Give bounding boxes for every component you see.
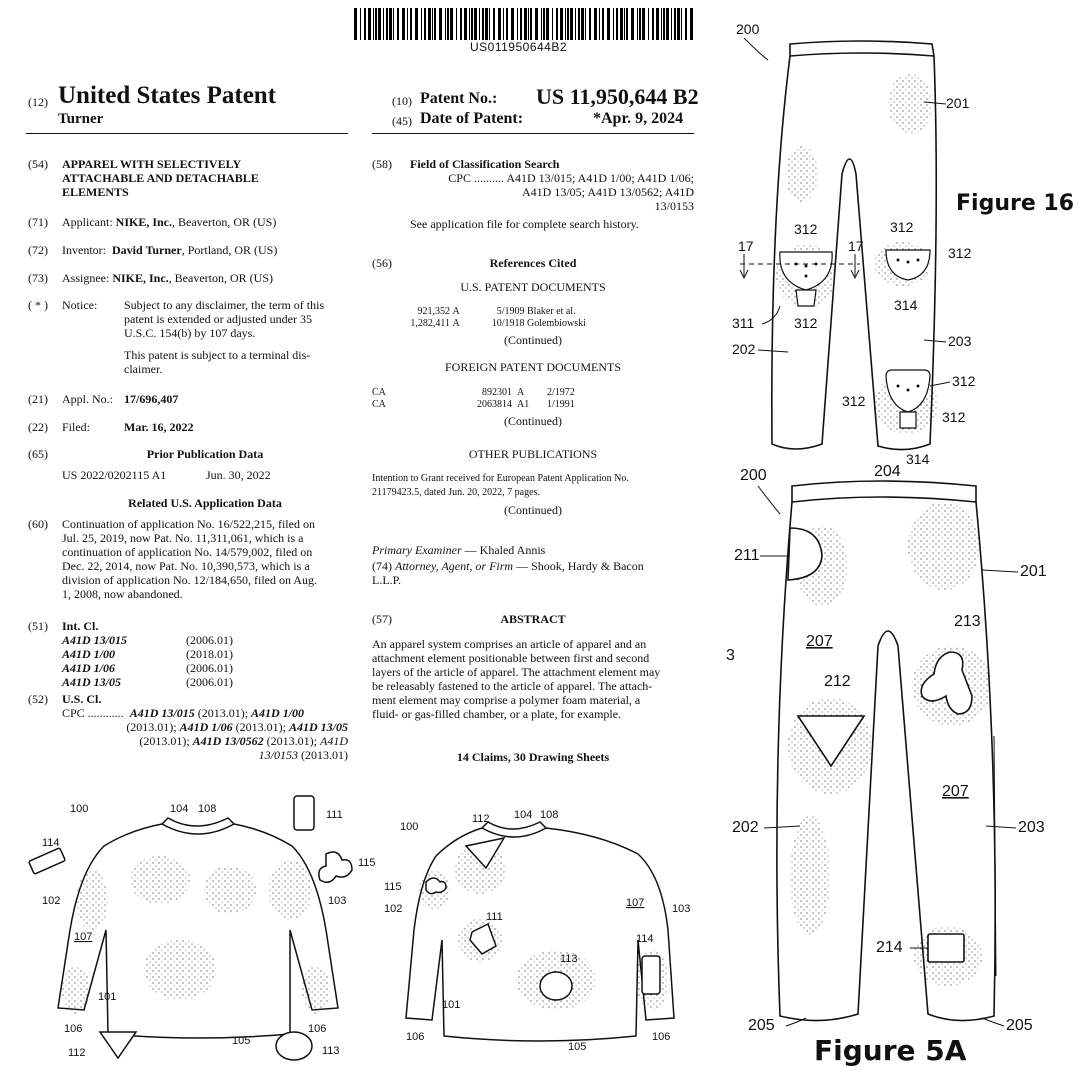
barcode-bar bbox=[637, 8, 638, 40]
ref-213: 213 bbox=[954, 613, 981, 630]
s2-ref-107: 107 bbox=[626, 897, 645, 909]
code-10: (10) bbox=[392, 94, 412, 108]
barcode-bar bbox=[364, 8, 366, 40]
ref-207b: 207 bbox=[942, 783, 969, 800]
other-pubs-heading: OTHER PUBLICATIONS bbox=[468, 447, 598, 461]
barcode-bar bbox=[474, 8, 477, 40]
barcode-bar bbox=[479, 8, 480, 40]
s2-ref-106a: 106 bbox=[406, 1031, 425, 1043]
s1-ref-115: 115 bbox=[358, 857, 376, 869]
barcode-bar bbox=[546, 8, 549, 40]
other-pubs-text: Intention to Grant received for European Patent Application No. 21179423.5, dated Jun. 20, 2022, 7 pages. bbox=[372, 473, 629, 498]
barcode-bar bbox=[690, 8, 693, 40]
barcode-bar bbox=[407, 8, 408, 40]
header-rule-left bbox=[26, 133, 348, 134]
notice-text: Subject to any disclaimer, the term of this patent is extended or adjusted under 35 U.S.C. 154(b) by 107 days. This patent is subject to a terminal dis- claimer. bbox=[124, 298, 325, 376]
barcode-bar bbox=[503, 8, 504, 40]
barcode-bar bbox=[666, 8, 669, 40]
ref-312d: 312 bbox=[794, 315, 818, 331]
us-docs-table: 921,352 A 5/1909 Blaker et al. 1,282,411 A 10/1918 Golembiowski bbox=[410, 306, 586, 329]
s2-ref-100: 100 bbox=[400, 821, 419, 833]
s1-ref-101: 101 bbox=[98, 991, 117, 1003]
shirt-1-outline bbox=[58, 818, 338, 1038]
shirt-figure-2 bbox=[380, 790, 710, 1070]
barcode-bar bbox=[581, 8, 584, 40]
code-notice: ( * ) bbox=[28, 298, 48, 312]
s2-ref-103: 103 bbox=[672, 903, 691, 915]
barcode-bar bbox=[599, 8, 600, 40]
barcode-bar bbox=[402, 8, 405, 40]
barcode-bar bbox=[389, 8, 392, 40]
barcode-bar bbox=[439, 8, 442, 40]
abstract-text: An apparel system comprises an article of apparel and an attachment element positionable between first and second layers of the article of apparel. The attachment element may be releasably fastened to the article of apparel. The attach- ment element may comprise a polymer foam material, a fluid- or gas-filled chamber, or a plate, for example. bbox=[372, 637, 661, 721]
barcode-bar bbox=[493, 8, 495, 40]
ref-314b: 314 bbox=[906, 451, 930, 467]
ref-212: 212 bbox=[824, 673, 851, 690]
ref-200-5a: 200 bbox=[740, 467, 767, 484]
barcode-bar bbox=[607, 8, 610, 40]
shirt-2-refs bbox=[384, 809, 690, 1053]
barcode-bar bbox=[661, 8, 662, 40]
barcode-bar bbox=[415, 8, 418, 40]
barcode-bar bbox=[616, 8, 618, 40]
barcode-bar bbox=[565, 8, 566, 40]
filed-value: Mar. 16, 2022 bbox=[124, 420, 194, 434]
code-56: (56) bbox=[372, 256, 392, 270]
barcode-bar bbox=[626, 8, 628, 40]
continuation-text: Continuation of application No. 16/522,215, filed on Jul. 25, 2019, now Pat. No. 11,311,061, which is a continuation of application No. 14/579,002, filed on Dec. 22, 2014, now Pat. No. 10,390,573, which is a division of application No. 12/184,650, filed on Aug. 1, 2008, now abandoned. bbox=[62, 517, 317, 601]
barcode-bar bbox=[471, 8, 473, 40]
s2-ref-104: 104 bbox=[514, 809, 533, 821]
fig5a-refs bbox=[732, 463, 1047, 1034]
barcode-bar bbox=[677, 8, 680, 40]
s1-ref-105: 105 bbox=[232, 1035, 251, 1047]
barcode-bar bbox=[556, 8, 558, 40]
us-docs-heading: U.S. PATENT DOCUMENTS bbox=[460, 280, 606, 294]
us-cl-text: CPC ............ A41D 13/015 (2013.01); A41D 1/00 (2013.01); A41D 1/06 (2013.01); A41D 13/05 (2013.01); A41D 13/0562 (2013.01); A41D 13/0153 (2013.01) bbox=[62, 706, 348, 762]
barcode-number: US011950644B2 bbox=[470, 40, 568, 54]
code-65: (65) bbox=[28, 447, 48, 461]
s1-ref-112: 112 bbox=[68, 1047, 86, 1059]
s2-ref-102: 102 bbox=[384, 903, 403, 915]
barcode-bar bbox=[552, 8, 553, 40]
patent-date: *Apr. 9, 2024 bbox=[593, 110, 684, 127]
code-45: (45) bbox=[392, 114, 412, 128]
ref-312c: 312 bbox=[948, 245, 972, 261]
barcode-bar bbox=[506, 8, 508, 40]
barcode-bar bbox=[530, 8, 532, 40]
s1-ref-111: 111 bbox=[326, 809, 343, 821]
ref-312e: 312 bbox=[952, 373, 976, 389]
patent-no-label: Patent No.: bbox=[420, 90, 498, 107]
shirt-figure-1 bbox=[20, 790, 376, 1070]
s2-ref-101: 101 bbox=[442, 999, 461, 1011]
code-73: (73) bbox=[28, 271, 48, 285]
barcode-bar bbox=[535, 8, 538, 40]
ref-17b: 17 bbox=[848, 238, 864, 254]
ref-201-5a: 201 bbox=[1020, 563, 1047, 580]
figure-5a-drawing bbox=[710, 456, 1080, 1076]
patent-title: United States Patent bbox=[58, 82, 277, 109]
s1-ref-103: 103 bbox=[328, 895, 347, 907]
ref-207a: 207 bbox=[806, 633, 833, 650]
related-app-heading: Related U.S. Application Data bbox=[128, 496, 282, 510]
barcode-bar bbox=[663, 8, 665, 40]
barcode-bar bbox=[378, 8, 381, 40]
barcode-bar bbox=[360, 8, 361, 40]
barcode-bar bbox=[434, 8, 436, 40]
ref-204: 204 bbox=[874, 463, 901, 480]
barcode-bar bbox=[354, 8, 357, 40]
ref-312g: 312 bbox=[942, 409, 966, 425]
barcode-bar bbox=[456, 8, 457, 40]
barcode-bar bbox=[368, 8, 371, 40]
barcode-bar bbox=[421, 8, 422, 40]
barcode-bar bbox=[575, 8, 576, 40]
barcode-bar bbox=[424, 8, 426, 40]
ref-205a: 205 bbox=[748, 1017, 775, 1034]
prior-pub-heading: Prior Publication Data bbox=[146, 447, 264, 461]
barcode-bar bbox=[656, 8, 659, 40]
barcode-bar bbox=[613, 8, 614, 40]
code-58: (58) bbox=[372, 157, 392, 171]
barcode-bar bbox=[464, 8, 467, 40]
figure-16-label: Figure 16 bbox=[956, 191, 1075, 216]
s1-ref-106b: 106 bbox=[308, 1023, 327, 1035]
ref-200: 200 bbox=[736, 21, 760, 37]
barcode-bar bbox=[524, 8, 527, 40]
fig16-refs bbox=[732, 21, 976, 467]
search-history-note: See application file for complete search history. bbox=[410, 217, 639, 231]
barcode-bar bbox=[674, 8, 676, 40]
barcode-bar bbox=[620, 8, 623, 40]
barcode-bar bbox=[485, 8, 488, 40]
barcode-bar bbox=[602, 8, 604, 40]
field-search-text: CPC .......... A41D 13/015; A41D 1/00; A41D 1/06; A41D 13/05; A41D 13/0562; A41D 13/0153 bbox=[448, 171, 694, 213]
us-docs-continued: (Continued) bbox=[504, 333, 562, 347]
s1-ref-114: 114 bbox=[42, 837, 60, 849]
barcode-bar bbox=[428, 8, 431, 40]
barcode-bar bbox=[578, 8, 580, 40]
s1-ref-108: 108 bbox=[198, 803, 217, 815]
patent-number: US 11,950,644 B2 bbox=[536, 84, 699, 109]
abstract-heading: ABSTRACT bbox=[500, 612, 566, 626]
code-22: (22) bbox=[28, 420, 48, 434]
ref-203: 203 bbox=[948, 333, 972, 349]
ref-201: 201 bbox=[946, 95, 970, 111]
ref-312b: 312 bbox=[890, 219, 914, 235]
barcode-bar bbox=[567, 8, 569, 40]
ref-312f: 312 bbox=[842, 393, 866, 409]
ref-203-5a: 203 bbox=[1018, 819, 1045, 836]
barcode-bar bbox=[631, 8, 634, 40]
references-heading: References Cited bbox=[489, 256, 577, 270]
barcode-bar bbox=[642, 8, 645, 40]
barcode-bar bbox=[541, 8, 542, 40]
barcode-bar bbox=[375, 8, 377, 40]
code-71: (71) bbox=[28, 215, 48, 229]
foreign-docs-table: CA 892301 A 2/1972 CA 2063814 A1 1/1991 bbox=[372, 387, 575, 410]
ref-311: 311 bbox=[732, 315, 755, 331]
barcode-bar bbox=[594, 8, 597, 40]
barcode-bar bbox=[671, 8, 672, 40]
ref-205b: 205 bbox=[1006, 1017, 1033, 1034]
int-cl-table: A41D 13/015 (2006.01) A41D 1/00 (2018.01) A41D 1/06 (2006.01) A41D 13/05 (2006.01) bbox=[62, 633, 233, 689]
ref-17a: 17 bbox=[738, 238, 754, 254]
code-51: (51) bbox=[28, 619, 48, 633]
barcode-bar bbox=[517, 8, 518, 40]
s2-ref-105: 105 bbox=[568, 1041, 587, 1053]
barcode-bar bbox=[685, 8, 687, 40]
barcode bbox=[354, 8, 694, 40]
code-54: (54) bbox=[28, 157, 48, 171]
barcode-bar bbox=[520, 8, 522, 40]
s2-ref-112: 112 bbox=[472, 813, 490, 825]
attorney: (74) Attorney, Agent, or Firm — Shook, Hardy & Bacon L.L.P. bbox=[372, 559, 644, 587]
barcode-bar bbox=[469, 8, 470, 40]
barcode-bar bbox=[410, 8, 412, 40]
barcode-bar bbox=[482, 8, 484, 40]
int-cl-heading: Int. Cl. bbox=[62, 619, 99, 633]
ref-211: 211 bbox=[734, 547, 760, 564]
applicant-row: Applicant: NIKE, Inc., Beaverton, OR (US) bbox=[62, 215, 277, 229]
barcode-bar bbox=[373, 8, 374, 40]
notice-label: Notice: bbox=[62, 298, 98, 312]
ref-202-5a: 202 bbox=[732, 819, 759, 836]
filed-label: Filed: bbox=[62, 420, 91, 434]
code-21: (21) bbox=[28, 392, 48, 406]
shirt-1-elements bbox=[29, 796, 352, 1060]
inventor-surname: Turner bbox=[58, 111, 104, 127]
figure-5a-label: Figure 5A bbox=[814, 1034, 967, 1067]
barcode-bar bbox=[489, 8, 490, 40]
barcode-bar bbox=[383, 8, 384, 40]
barcode-bar bbox=[652, 8, 654, 40]
header-rule-right bbox=[372, 133, 694, 134]
barcode-bar bbox=[498, 8, 501, 40]
barcode-bar bbox=[681, 8, 682, 40]
s2-ref-114: 114 bbox=[636, 933, 654, 945]
s1-ref-100: 100 bbox=[70, 803, 89, 815]
s2-ref-113: 113 bbox=[560, 953, 578, 965]
us-cl-heading: U.S. Cl. bbox=[62, 692, 102, 706]
barcode-bar bbox=[624, 8, 625, 40]
s1-ref-102: 102 bbox=[42, 895, 61, 907]
barcode-bar bbox=[585, 8, 586, 40]
s1-ref-104: 104 bbox=[170, 803, 189, 815]
inventor-row: Inventor: David Turner, Portland, OR (US) bbox=[62, 243, 278, 257]
barcode-bar bbox=[445, 8, 446, 40]
barcode-bar bbox=[393, 8, 394, 40]
code-60: (60) bbox=[28, 517, 48, 531]
barcode-bar bbox=[543, 8, 545, 40]
barcode-bar bbox=[511, 8, 514, 40]
ref-312a: 312 bbox=[794, 221, 818, 237]
field-search-heading: Field of Classification Search bbox=[410, 157, 560, 171]
prior-pub-number: US 2022/0202115 A1 bbox=[62, 468, 167, 482]
barcode-bar bbox=[397, 8, 399, 40]
ref-202: 202 bbox=[732, 341, 756, 357]
ref-214: 214 bbox=[876, 939, 903, 956]
ref-314a: 314 bbox=[894, 297, 918, 313]
barcode-bar bbox=[528, 8, 529, 40]
s2-ref-111: 111 bbox=[486, 911, 503, 923]
other-pubs-continued: (Continued) bbox=[504, 503, 562, 517]
s1-ref-107: 107 bbox=[74, 931, 93, 943]
foreign-docs-heading: FOREIGN PATENT DOCUMENTS bbox=[444, 360, 622, 374]
s1-ref-113: 113 bbox=[322, 1045, 340, 1057]
barcode-bar bbox=[648, 8, 649, 40]
barcode-bar bbox=[560, 8, 563, 40]
appl-no-label: Appl. No.: bbox=[62, 392, 113, 406]
code-72: (72) bbox=[28, 243, 48, 257]
s1-ref-106a: 106 bbox=[64, 1023, 83, 1035]
barcode-bar bbox=[450, 8, 453, 40]
figure-16-drawing bbox=[710, 14, 1080, 474]
invention-title: APPAREL WITH SELECTIVELY ATTACHABLE AND DETACHABLE ELEMENTS bbox=[62, 157, 259, 199]
foreign-docs-continued: (Continued) bbox=[504, 414, 562, 428]
code-12: (12) bbox=[28, 95, 48, 109]
edge-numeral: 3 bbox=[726, 647, 735, 664]
code-52: (52) bbox=[28, 692, 48, 706]
barcode-bar bbox=[460, 8, 462, 40]
s2-ref-108: 108 bbox=[540, 809, 559, 821]
primary-examiner: Primary Examiner — Khaled Annis bbox=[372, 543, 546, 557]
s2-ref-115: 115 bbox=[384, 881, 402, 893]
code-57: (57) bbox=[372, 612, 392, 626]
prior-pub-date: Jun. 30, 2022 bbox=[206, 468, 271, 482]
barcode-bar bbox=[432, 8, 433, 40]
barcode-bar bbox=[639, 8, 641, 40]
barcode-bar bbox=[589, 8, 591, 40]
barcode-bar bbox=[447, 8, 449, 40]
s2-ref-106b: 106 bbox=[652, 1031, 671, 1043]
date-label: Date of Patent: bbox=[420, 110, 524, 127]
barcode-bar bbox=[570, 8, 573, 40]
barcode-bar bbox=[386, 8, 388, 40]
assignee-row: Assignee: NIKE, Inc., Beaverton, OR (US) bbox=[62, 271, 273, 285]
claims-summary: 14 Claims, 30 Drawing Sheets bbox=[456, 750, 610, 764]
appl-no-value: 17/696,407 bbox=[124, 392, 179, 406]
